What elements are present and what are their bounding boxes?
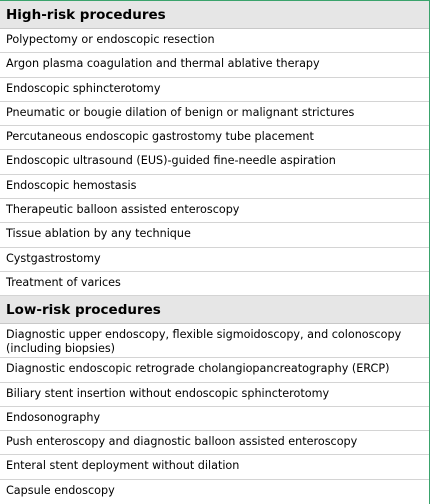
table-row: Diagnostic endoscopic retrograde cholangiopancreatography (ERCP)	[0, 358, 429, 382]
table-row: Endoscopic ultrasound (EUS)-guided fine-needle aspiration	[0, 150, 429, 174]
table-row: Capsule endoscopy	[6, 483, 115, 497]
table-row: Push enteroscopy and diagnostic balloon assisted enteroscopy	[0, 431, 429, 455]
section-header-high-risk: High-risk procedures	[0, 1, 429, 29]
table-row: Argon plasma coagulation and thermal ablative therapy	[0, 53, 429, 77]
table-row: Endosonography	[0, 407, 429, 431]
section-header-low-risk: Low-risk procedures	[0, 296, 429, 324]
table-row: Cystgastrostomy	[0, 248, 429, 272]
table-row: Endoscopic sphincterotomy	[0, 78, 429, 102]
table-row: Biliary stent insertion without endoscopic sphincterotomy	[0, 383, 429, 407]
table-row: Endoscopic hemostasis	[0, 175, 429, 199]
table-row: Treatment of varices	[0, 272, 429, 296]
table-row: Polypectomy or endoscopic resection	[0, 29, 429, 53]
table-row: Tissue ablation by any technique	[0, 223, 429, 247]
table-row: Pneumatic or bougie dilation of benign or malignant strictures	[0, 102, 429, 126]
table-row: Percutaneous endoscopic gastrostomy tube placement	[0, 126, 429, 150]
table-row: Therapeutic balloon assisted enteroscopy	[0, 199, 429, 223]
table-row: Enteral stent deployment without dilation	[0, 455, 429, 479]
table-row: Diagnostic upper endoscopy, flexible sigmoidoscopy, and colonoscopy (including biopsies)	[0, 324, 429, 358]
